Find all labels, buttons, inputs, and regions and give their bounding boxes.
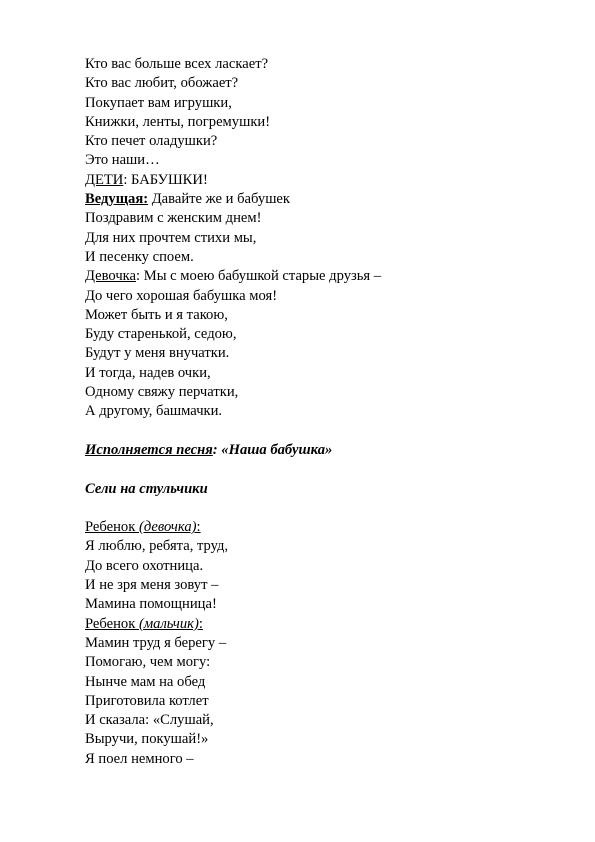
text-line: А другому, башмачки. xyxy=(85,403,223,420)
child-boy-heading xyxy=(85,615,565,634)
text-line: Кто печет оладушки? xyxy=(85,133,218,150)
text-line: Кто вас любит, обожает? xyxy=(85,75,239,92)
text-line: Выручи, покушай!» xyxy=(85,731,209,748)
song-title: «Наша бабушка» xyxy=(217,441,333,458)
song-colon: : xyxy=(212,441,218,458)
text-line: Может быть и я такою, xyxy=(85,306,228,323)
text-line: Книжки, ленты, погремушки! xyxy=(85,113,271,130)
text-line: Я поел немного – xyxy=(85,750,194,767)
text-line: И песенку споем. xyxy=(85,248,194,265)
song-heading xyxy=(85,441,565,460)
text-line: Это наши… xyxy=(85,152,160,169)
devochka-text: : Мы с моею бабушкой старые друзья – xyxy=(136,268,382,285)
speaker-label-deti: ДЕТИ xyxy=(85,171,124,188)
song-label: Исполняется песня xyxy=(85,441,213,458)
text-line: И сказала: «Слушай, xyxy=(85,712,214,729)
text-line: Приготовила котлет xyxy=(85,692,209,709)
blank-line xyxy=(85,499,565,518)
speaker-label-child-boy: Ребенок xyxy=(85,615,139,632)
child-girl-colon: : xyxy=(196,519,201,536)
vedushchaya-line xyxy=(85,190,565,209)
text-line: Буду старенькой, седою, xyxy=(85,326,237,343)
vedushchaya-text: Давайте же и бабушек xyxy=(148,191,290,208)
text-line: Мамин труд я берегу – xyxy=(85,634,227,651)
role-girl: (девочка) xyxy=(138,519,197,536)
speaker-label-child-girl: Ребенок xyxy=(85,519,139,536)
text-line: Покупает вам игрушки, xyxy=(85,94,232,111)
devochka-line xyxy=(85,267,565,286)
deti-line xyxy=(85,171,565,190)
text-line: Кто вас больше всех ласкает? xyxy=(85,56,269,72)
text-line: И не зря меня зовут – xyxy=(85,577,219,594)
text-line: И тогда, надев очки, xyxy=(85,364,211,381)
text-line: Помогаю, чем могу: xyxy=(85,654,211,671)
text-line: Нынче мам на обед xyxy=(85,673,206,690)
role-boy: (мальчик) xyxy=(138,615,199,632)
text-line: До всего охотница. xyxy=(85,557,204,574)
text-line: Мамина помощница! xyxy=(85,596,217,613)
deti-text: : БАБУШКИ! xyxy=(123,171,208,188)
child-boy-colon: : xyxy=(198,615,203,632)
blank-line xyxy=(85,460,565,479)
speaker-label-devochka: Девочка xyxy=(85,268,137,285)
child-girl-heading xyxy=(85,518,565,537)
blank-line xyxy=(85,422,565,441)
speaker-label-vedushchaya: Ведущая: xyxy=(85,191,149,208)
text-line: Одному свяжу перчатки, xyxy=(85,384,239,401)
text-line: Будут у меня внучатки. xyxy=(85,345,230,362)
text-line: До чего хорошая бабушка моя! xyxy=(85,287,278,304)
stage-direction: Сели на стульчики xyxy=(85,480,208,497)
text-line: Для них прочтем стихи мы, xyxy=(85,229,257,246)
text-line: Поздравим с женским днем! xyxy=(85,210,262,227)
document-page xyxy=(85,55,565,769)
text-line: Я люблю, ребята, труд, xyxy=(85,538,229,555)
